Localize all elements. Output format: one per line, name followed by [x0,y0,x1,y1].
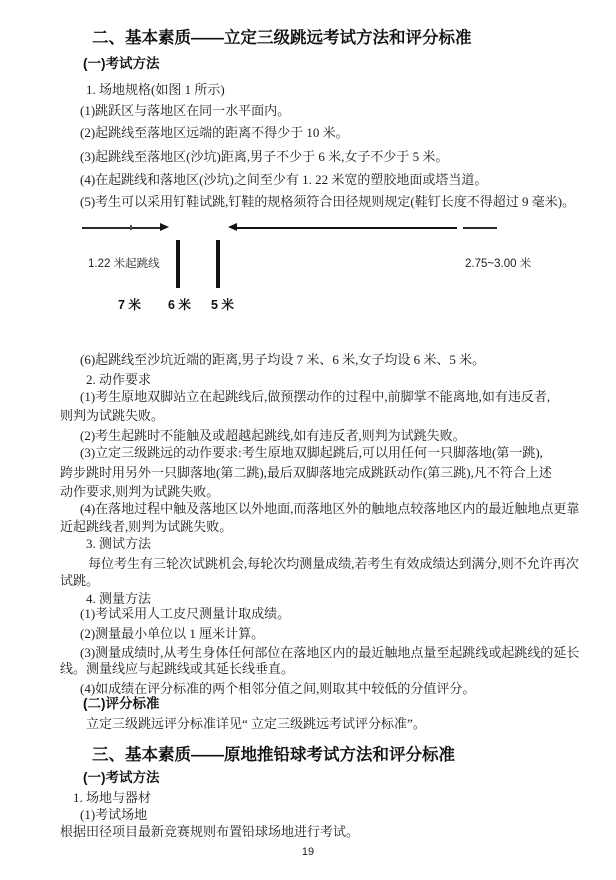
runup-line [82,227,162,229]
subheading-scoring-standard: (二)评分标准 [83,696,160,711]
scoring-para: 立定三级跳远评分标准详见“ 立定三级跳远考试评分标准”。 [86,716,426,731]
shotput-item-1: (1)考试场地 [80,807,148,822]
action-item-1-line-1: (1)考生原地双脚站立在起跳线后,做预摆动作的过程中,前脚掌不能离地,如有违反者, [80,389,551,404]
action-item-3-line-3: 动作要求,则判为试跳失败。 [60,484,220,499]
measure-item-4: (4)如成绩在评分标准的两个相邻分值之间,则取其中较低的分值评分。 [80,681,476,696]
action-item-3-line-2: 跨步跳时用另外一只脚落地(第二跳),最后双脚落地完成跳跃动作(第三跳),凡不符合上述 [60,465,552,480]
action-item-3-line-1: (3)立定三级跳远的动作要求:考生原地双脚起跳后,可以用任何一只脚落地(第一跳), [80,445,543,460]
distance-label-5m: 5 米 [211,298,234,312]
shotput-venue-heading: 1. 场地与器材 [73,790,152,805]
action-item-1-line-2: 则判为试跳失败。 [60,408,165,423]
subheading-test-method-2: (一)考试方法 [83,770,160,785]
subheading-test-method-1: (一)考试方法 [83,56,160,71]
arrow-right-icon [160,223,169,231]
takeoff-line-bar-2 [216,240,220,288]
action-item-2: (2)考生起跳时不能触及或超越起跳线,如有违反者,则判为试跳失败。 [80,428,466,443]
venue-item-6: (6)起跳线至沙坑近端的距离,男子均设 7 米、6 米,女子均设 6 米、5 米。 [80,352,486,367]
venue-item-1: (1)跳跃区与落地区在同一水平面内。 [80,103,291,118]
measure-item-2: (2)测量最小单位以 1 厘米计算。 [80,626,265,641]
test-para-line-2: 试跳。 [60,573,100,588]
venue-item-2: (2)起跳线至落地区远端的距离不得少于 10 米。 [80,125,349,140]
venue-item-4: (4)在起跳线和落地区(沙坑)之间至少有 1. 22 米宽的塑胶地面或塔当道。 [80,172,488,187]
runup-tick [130,225,132,230]
page-number: 19 [301,846,315,858]
venue-spec-heading: 1. 场地规格(如图 1 所示) [86,82,225,97]
pit-width-label: 2.75~3.00 米 [465,258,532,270]
venue-item-3: (3)起跳线至落地区(沙坑)距离,男子不少于 6 米,女子不少于 5 米。 [80,149,449,164]
action-heading: 2. 动作要求 [86,372,152,387]
distance-label-6m: 6 米 [168,298,191,312]
action-item-4-line-1: (4)在落地过程中触及落地区以外地面,而落地区外的触地点较落地区内的最近触地点更靠 [80,501,580,516]
shotput-para: 根据田径项目最新竞赛规则布置铅球场地进行考试。 [60,824,360,839]
measure-item-3-line-2: 线。测量线应与起跳线或其延长线垂直。 [60,661,295,676]
distance-label-7m: 7 米 [118,298,141,312]
measure-item-3-line-1: (3)测量成绩时,从考生身体任何部位在落地区内的最近触地点量至起跳线或起跳线的延长 [80,645,580,660]
pit-edge-line [463,227,497,229]
venue-item-5: (5)考生可以采用钉鞋试跳,钉鞋的规格须符合田径规则规定(鞋钉长度不得超过 9 毫米)。 [80,194,576,209]
takeoff-line-label: 1.22 米起跳线 [88,258,160,270]
test-method-heading: 3. 测试方法 [86,536,152,551]
measure-item-1: (1)考试采用人工皮尺测量计取成绩。 [80,606,291,621]
section-heading-shot-put: 三、基本素质——原地推铅球考试方法和评分标准 [92,746,455,764]
distance-arrow-line [236,227,457,229]
action-item-4-line-2: 近起跳线者,则判为试跳失败。 [60,519,233,534]
section-heading-triple-jump: 二、基本素质——立定三级跳远考试方法和评分标准 [92,29,472,47]
takeoff-line-bar-1 [176,240,180,288]
test-para-line-1: 每位考生有三轮次试跳机会,每轮次均测量成绩,若考生有效成绩达到满分,则不允许再次 [88,556,579,571]
measure-heading: 4. 测量方法 [86,591,152,606]
